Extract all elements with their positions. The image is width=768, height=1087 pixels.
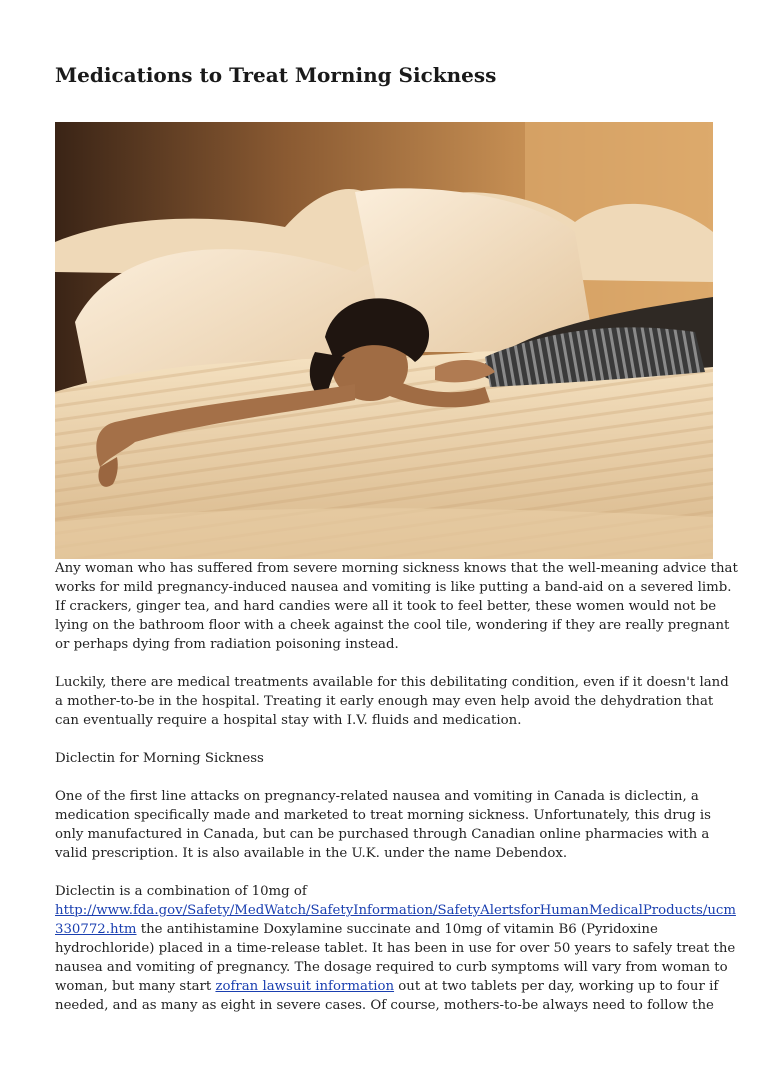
text-line: can eventually require a hospital stay with I.V. fluids and medication. <box>55 713 522 728</box>
text-line: Luckily, there are medical treatments available for this debilitating condition, even if it doesn't land <box>55 675 729 690</box>
text-segment: woman, but many start <box>55 979 216 994</box>
text-line: Diclectin is a combination of 10mg of <box>55 884 307 899</box>
subheading-text: Diclectin for Morning Sickness <box>55 751 264 766</box>
text-line <box>55 920 715 939</box>
fda-link-part2[interactable]: 330772.htm <box>55 922 137 937</box>
text-line: a mother-to-be in the hospital. Treating it early enough may even help avoid the dehydration that <box>55 694 714 709</box>
paragraph-intro <box>55 559 738 654</box>
zofran-lawsuit-link[interactable]: zofran lawsuit information <box>215 979 395 994</box>
text-line: lying on the bathroom floor with a cheek against the cool tile, wondering if they are really pregnant <box>55 618 730 633</box>
photo-illustration <box>55 122 713 559</box>
text-line: only manufactured in Canada, but can be purchased through Canadian online pharmacies with a <box>55 827 710 842</box>
text-line: valid prescription. It is also available in the U.K. under the name Debendox. <box>55 846 568 861</box>
text-line: needed, and as many as eight in severe cases. Of course, mothers-to-be always need to follow the <box>55 998 714 1013</box>
section-subheading <box>55 749 715 768</box>
text-line <box>55 901 736 920</box>
text-line: One of the first line attacks on pregnancy-related nausea and vomiting in Canada is diclectin, a <box>55 789 699 804</box>
text-line: nausea and vomiting of pregnancy. The dosage required to curb symptoms will vary from woman to <box>55 960 728 975</box>
article-photo <box>55 122 713 559</box>
text-line: medication specifically made and marketed to treat morning sickness. Unfortunately, this drug is <box>55 808 711 823</box>
text-segment: out at two tablets per day, working up to four if <box>394 979 719 994</box>
text-line <box>55 977 719 996</box>
fda-link-part1[interactable]: http://www.fda.gov/Safety/MedWatch/SafetyInformation/SafetyAlertsforHumanMedicalProducts/ucm <box>55 903 736 918</box>
text-line: works for mild pregnancy-induced nausea and vomiting is like putting a band-aid on a severed limb. <box>55 580 732 595</box>
article-body <box>55 559 738 1034</box>
page-title: Medications to Treat Morning Sickness <box>55 63 497 87</box>
text-line: or perhaps dying from radiation poisoning instead. <box>55 637 399 652</box>
text-segment: the antihistamine Doxylamine succinate and 10mg of vitamin B6 (Pyridoxine <box>136 922 658 937</box>
text-line: If crackers, ginger tea, and hard candies were all it took to feel better, these women would not be <box>55 599 717 614</box>
text-line: hydrochloride) placed in a time-release tablet. It has been in use for over 50 years to safely treat the <box>55 941 736 956</box>
paragraph-treatments <box>55 673 729 730</box>
text-line: Any woman who has suffered from severe morning sickness knows that the well-meaning advice that <box>55 561 738 576</box>
paragraph-diclectin <box>55 787 715 863</box>
paragraph-combination <box>55 882 736 1015</box>
